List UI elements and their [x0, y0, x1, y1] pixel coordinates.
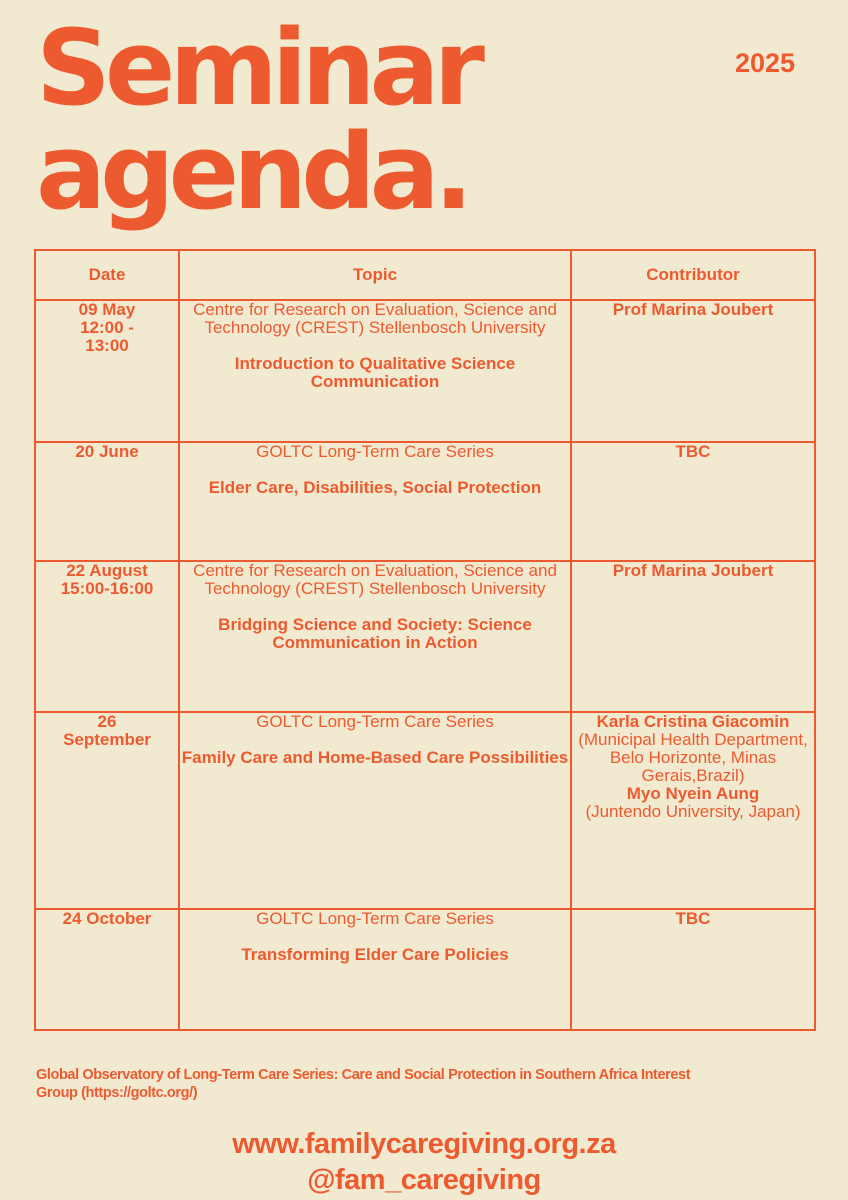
- contributor-cell: [571, 909, 815, 1030]
- page-title: [36, 7, 479, 233]
- date-cell: [35, 712, 179, 909]
- table-header-row: [35, 250, 815, 300]
- contributor-cell: [571, 300, 815, 442]
- talk-title: Elder Care, Disabilities, Social Protection: [208, 478, 542, 497]
- agenda-table: [34, 249, 816, 1031]
- column-header-topic: Topic: [179, 250, 571, 300]
- date-text: 09 May: [78, 300, 136, 319]
- series-text: GOLTC Long-Term Care Series: [256, 909, 494, 928]
- contributor-cell: [571, 561, 815, 712]
- title-line-2: agenda.: [36, 111, 468, 233]
- table-row: [35, 712, 815, 909]
- website-link[interactable]: www.familycaregiving.org.za: [232, 1128, 616, 1160]
- topic-cell: [179, 442, 571, 561]
- date-text: 24 October: [62, 909, 152, 928]
- topic-cell: [179, 712, 571, 909]
- contributor-name: TBC: [675, 909, 711, 928]
- contributor-name: Myo Nyein Aung: [626, 784, 760, 803]
- talk-title: Family Care and Home-Based Care Possibilities: [181, 748, 569, 767]
- contributor-affiliation: (Municipal Health Department, Belo Horizonte, Minas Gerais,Brazil): [578, 730, 808, 785]
- table-row: [35, 909, 815, 1030]
- series-text: Centre for Research on Evaluation, Science and Technology (CREST) Stellenbosch University: [193, 300, 557, 337]
- contributor-cell: [571, 712, 815, 909]
- topic-cell: [179, 561, 571, 712]
- date-cell: [35, 442, 179, 561]
- time-text: 13:00: [85, 336, 129, 355]
- date-cell: [35, 300, 179, 442]
- topic-cell: [179, 300, 571, 442]
- date-cell: [35, 561, 179, 712]
- talk-title: Bridging Science and Society: Science Communication in Action: [218, 615, 532, 652]
- social-handle[interactable]: @fam_caregiving: [307, 1164, 541, 1196]
- column-header-contributor: Contributor: [571, 250, 815, 300]
- date-text: 22 August: [66, 561, 148, 580]
- title-line-1: Seminar: [36, 7, 479, 129]
- date-text: 20 June: [75, 442, 139, 461]
- date-cell: [35, 909, 179, 1030]
- talk-title: Introduction to Qualitative Science Communication: [234, 354, 516, 391]
- year-label: 2025: [735, 48, 796, 78]
- talk-title: Transforming Elder Care Policies: [241, 945, 509, 964]
- contributor-name: Karla Cristina Giacomin: [596, 712, 790, 731]
- table-row: [35, 300, 815, 442]
- time-text: 15:00-16:00: [60, 579, 154, 598]
- table-row: [35, 442, 815, 561]
- date-text: 26: [97, 712, 117, 731]
- time-text: 12:00 -: [80, 318, 134, 337]
- date-text: September: [63, 730, 151, 749]
- contributor-cell: [571, 442, 815, 561]
- series-text: GOLTC Long-Term Care Series: [256, 712, 494, 731]
- contributor-name: Prof Marina Joubert: [612, 300, 774, 319]
- contributor-name: Prof Marina Joubert: [612, 561, 774, 580]
- series-text: GOLTC Long-Term Care Series: [256, 442, 494, 461]
- series-text: Centre for Research on Evaluation, Science and Technology (CREST) Stellenbosch University: [193, 561, 557, 598]
- topic-cell: [179, 909, 571, 1030]
- table-row: [35, 561, 815, 712]
- contributor-affiliation: (Juntendo University, Japan): [585, 802, 801, 821]
- footer-note: Global Observatory of Long-Term Care Series: Care and Social Protection in Southern Africa Interest Group (https://goltc.org/): [36, 1067, 691, 1101]
- contributor-name: TBC: [675, 442, 711, 461]
- column-header-date: Date: [35, 250, 179, 300]
